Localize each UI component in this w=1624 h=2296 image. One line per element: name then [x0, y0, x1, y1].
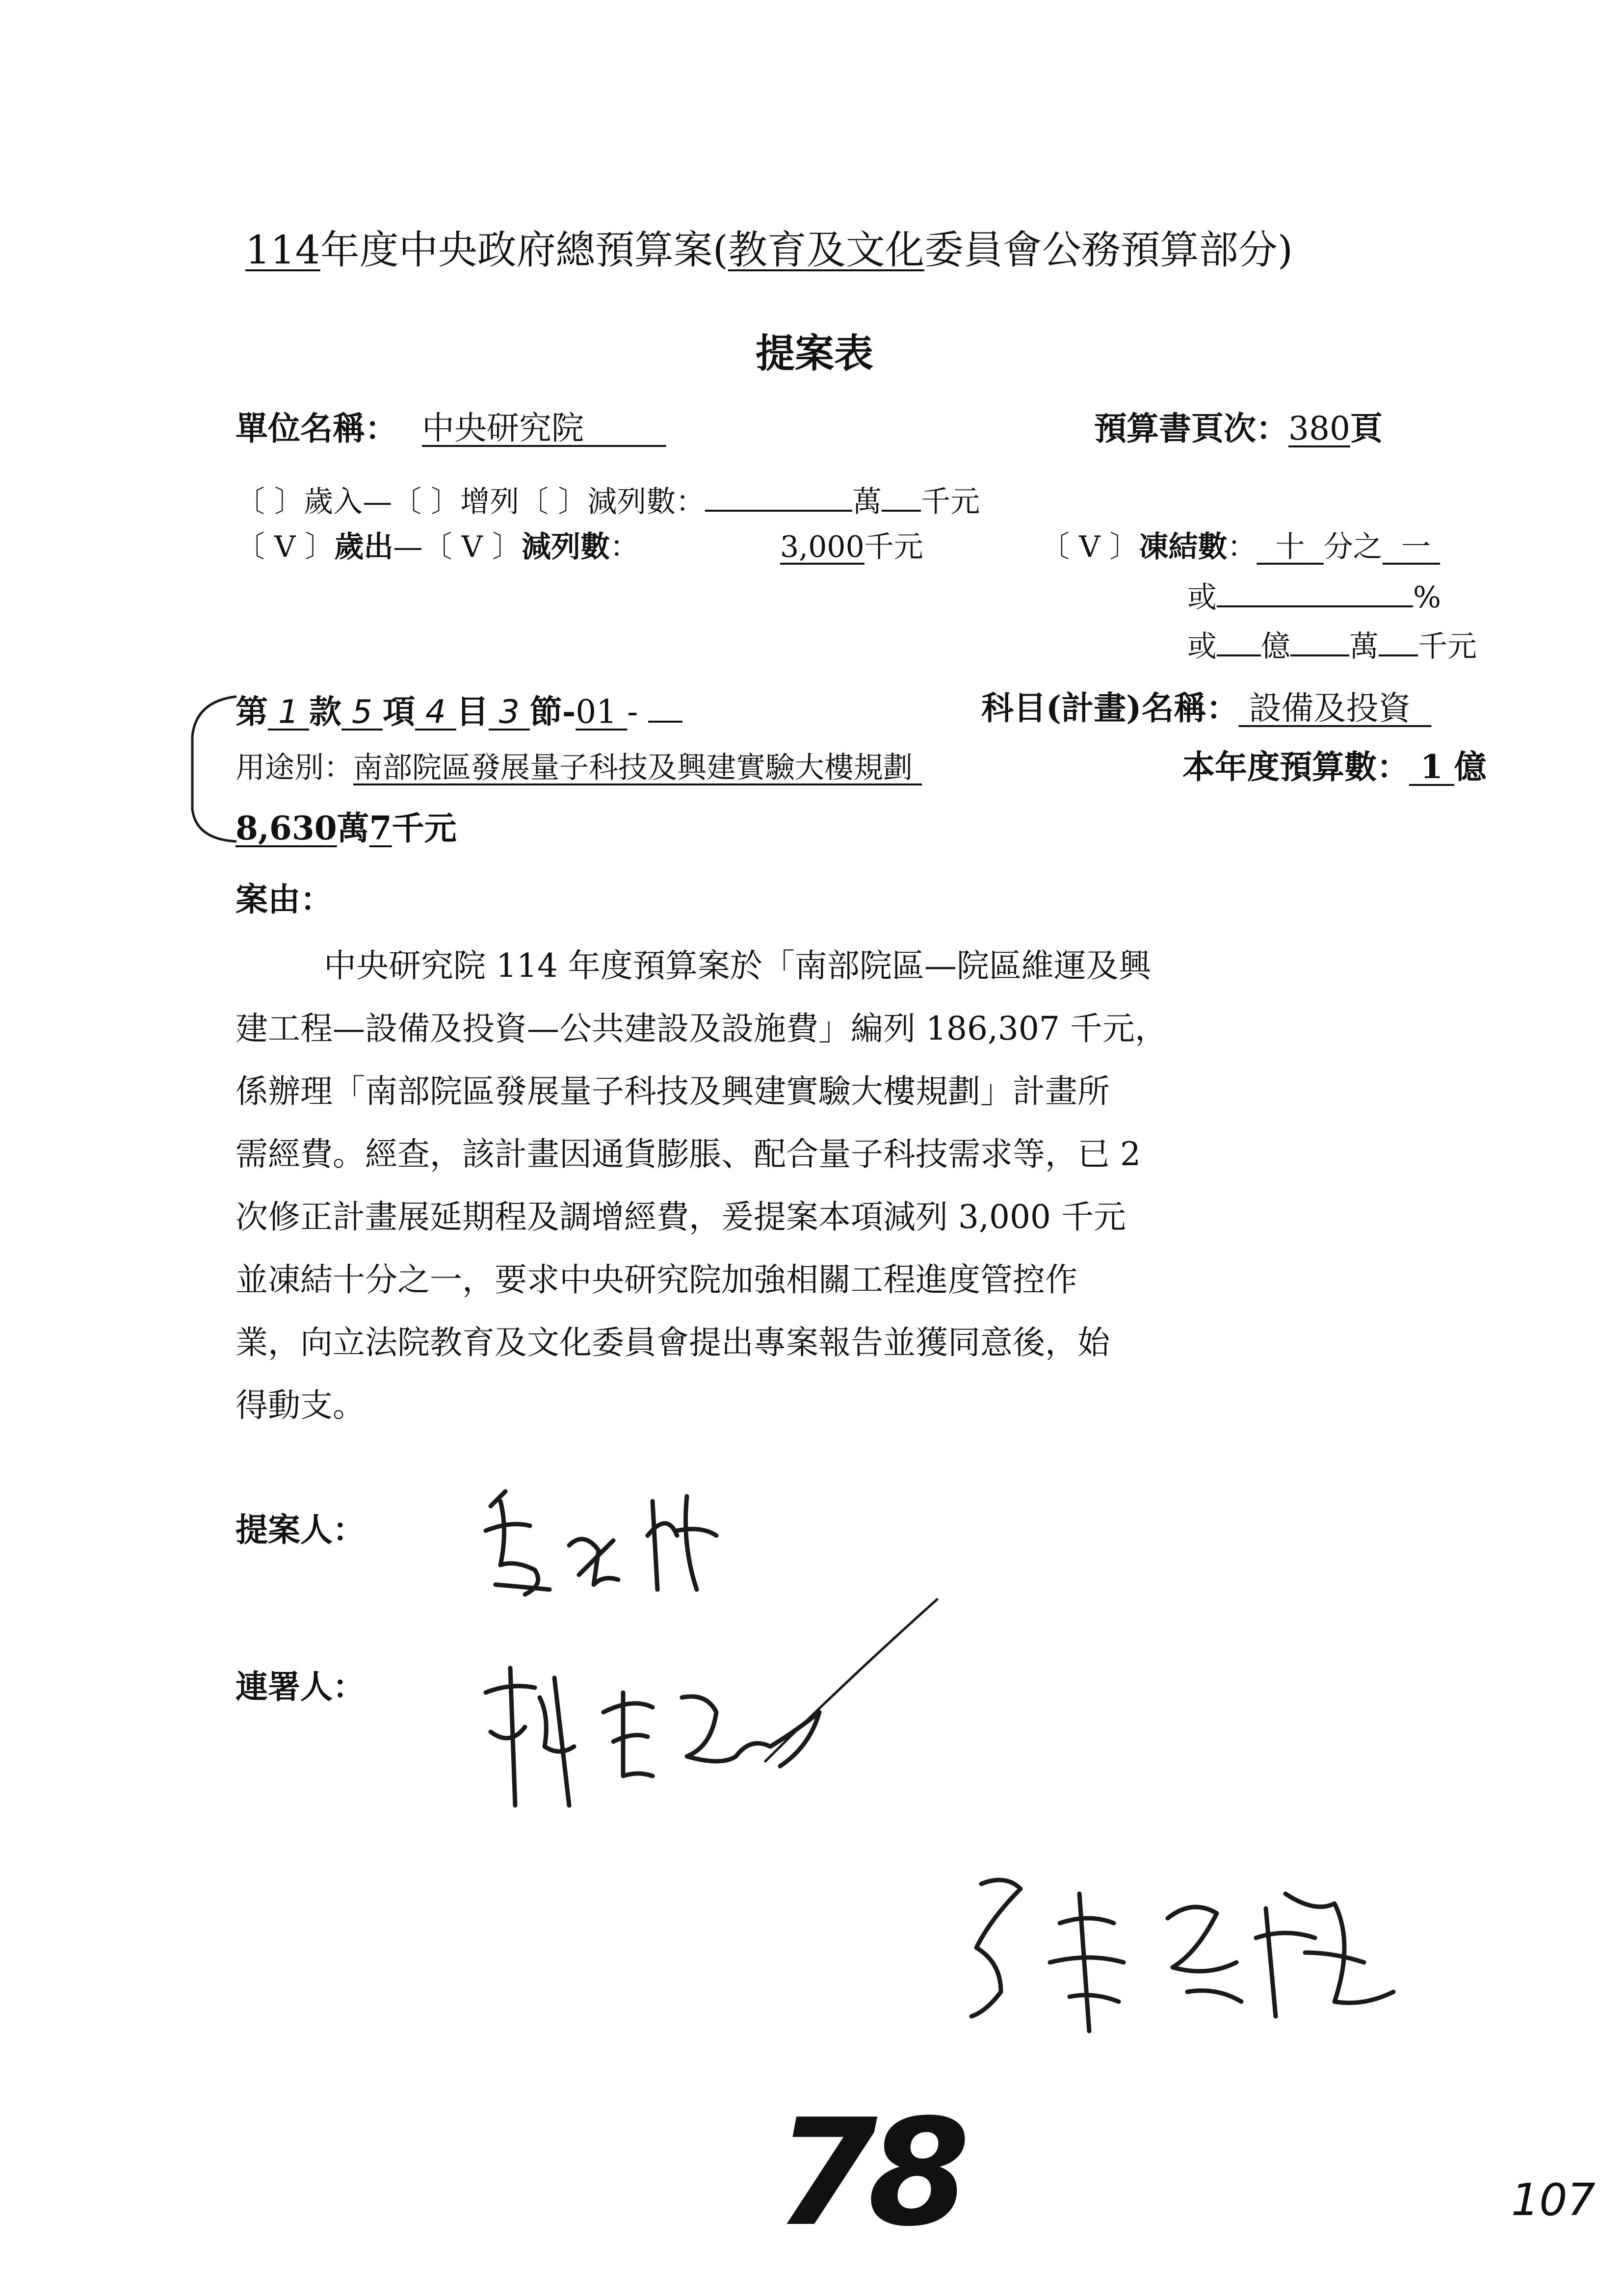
- income-text: 〔 〕歲入—〔 〕增列〔 〕減列數：: [236, 485, 706, 519]
- reason-body: [236, 935, 1433, 1437]
- unit-value: 中央研究院: [422, 409, 584, 447]
- classification-row: 第 1 款 5 項 4 目 3 節-01 -: [236, 692, 682, 728]
- budget-amount-cont: [236, 809, 457, 847]
- cosigner-signature-2: [962, 1854, 1428, 2051]
- purpose-value: 南部院區發展量子科技及興建實驗大樓規劃: [353, 751, 913, 785]
- income-amount-blank: [705, 483, 852, 512]
- or-amount-qian: 千元: [1418, 629, 1477, 664]
- document-subtitle: 提案表: [756, 330, 873, 376]
- reason-line: 建工程—設備及投資—公共建設及設施費」編列 186,307 千元，: [236, 1010, 1167, 1047]
- expense-check2: 〔 V 〕: [422, 530, 522, 564]
- left-bracket: [186, 692, 240, 849]
- freeze-mid: 分之: [1323, 530, 1383, 564]
- budget-yi-value: 1: [1420, 748, 1443, 786]
- reason-line: 得動支。: [236, 1386, 365, 1424]
- budget-qian: 千元: [392, 809, 457, 847]
- stamp-number: 78: [775, 2087, 961, 2259]
- page-ref-suffix: 頁: [1350, 409, 1383, 447]
- reason-line: 中央研究院 114 年度預算案於「南部院區—院區維運及興: [324, 947, 1151, 985]
- expense-amount: [780, 532, 923, 562]
- expense-colon: ：: [609, 530, 639, 564]
- budget-wan-value: 8,630: [236, 809, 337, 847]
- page-number: 107: [1511, 2174, 1596, 2226]
- class-jie: 3: [498, 693, 520, 731]
- or-percent-row: [1187, 579, 1441, 615]
- reason-line: 次修正計畫展延期程及調增經費，爰提案本項減列 3,000 千元: [236, 1198, 1126, 1236]
- income-row: [236, 483, 980, 517]
- proposer-label: 提案人：: [236, 1511, 365, 1549]
- class-mu: 4: [425, 693, 446, 731]
- or-percent-blank: [1217, 579, 1413, 607]
- reason-line: 需經費。經查，該計畫因通貨膨脹、配合量子科技需求等，已 2: [236, 1135, 1141, 1173]
- page-ref: [1094, 409, 1383, 447]
- expense-dash: —: [393, 530, 423, 564]
- title-year: 114: [245, 227, 320, 273]
- document-title: [245, 227, 1293, 273]
- expense-row: [236, 532, 639, 562]
- budget-label: 本年度預算數：: [1182, 748, 1409, 786]
- title-committee: 教育及文化: [728, 227, 924, 273]
- reason-line: 並凍結十分之一，要求中央研究院加強相關工程進度管控作: [236, 1261, 1077, 1299]
- title-part2: 委員會公務預算部分): [924, 227, 1293, 273]
- class-sub: 01: [576, 693, 617, 731]
- income-unit2: 千元: [921, 485, 980, 519]
- expense-label2: 減列數: [521, 530, 610, 564]
- cosigner-label: 連署人：: [236, 1668, 365, 1706]
- expense-amount-unit: 千元: [864, 530, 923, 564]
- or-amount-wan: 萬: [1349, 629, 1379, 664]
- or-amount-prefix: 或: [1187, 629, 1217, 664]
- income-unit1: 萬: [852, 485, 882, 519]
- page-ref-label: 預算書頁次：: [1094, 409, 1288, 447]
- expense-check1: 〔 V 〕: [236, 530, 335, 564]
- freeze-check: 〔 V 〕: [1040, 530, 1139, 564]
- expense-amount-value: 3,000: [780, 530, 864, 564]
- reason-line: 係辦理「南部院區發展量子科技及興建實驗大樓規劃」計畫所: [236, 1072, 1110, 1110]
- subject-value: 設備及投資: [1249, 689, 1411, 727]
- budget-wan: 萬: [337, 809, 369, 847]
- unit-label: 單位名稱：: [236, 409, 397, 447]
- cosigner-signature-1: [476, 1570, 967, 1825]
- budget-yi: 億: [1454, 748, 1487, 786]
- freeze-colon: ：: [1227, 530, 1257, 564]
- or-amount-row: [1187, 628, 1477, 664]
- income-qian-blank: [882, 483, 921, 512]
- expense-label1: 歲出: [334, 530, 393, 564]
- purpose-label: 用途別：: [236, 751, 353, 785]
- freeze-num: 十: [1275, 530, 1305, 564]
- or-percent-suffix: %: [1413, 580, 1441, 615]
- subject-label: 科目(計畫)名稱：: [981, 689, 1239, 727]
- or-amount-yi: 億: [1261, 629, 1290, 664]
- reason-line: 業，向立法院教育及文化委員會提出專案報告並獲同意後，始: [236, 1324, 1110, 1361]
- purpose-row: [236, 753, 922, 783]
- or-percent-prefix: 或: [1187, 580, 1217, 615]
- class-kuan: 1: [278, 693, 299, 731]
- page-ref-value: 380: [1288, 410, 1350, 447]
- budget-amount: [1182, 748, 1487, 786]
- reason-label: 案由：: [236, 880, 333, 918]
- title-part1: 年度中央政府總預算案(: [320, 227, 728, 273]
- class-xiang: 5: [351, 693, 372, 731]
- budget-qian-value: 7: [369, 809, 392, 847]
- freeze-label: 凍結數: [1139, 530, 1228, 564]
- subject-name: [981, 689, 1431, 727]
- freeze-row: [1040, 532, 1440, 562]
- freeze-den: 一: [1401, 530, 1431, 564]
